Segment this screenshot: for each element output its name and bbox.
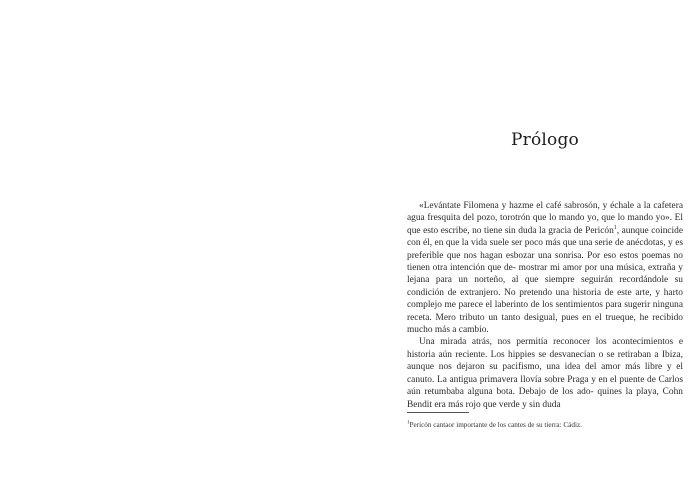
paragraph-1-text-after-note: , aunque coincide con él, en que la vida suele ser poco más que una serie de anécdotas, y es preferible que nos hagan esbozar una sonrisa. Por eso estos poemas no tienen otra intención que de- mostrar mi amor por una música, extraña y lejana para un norteño, al que siempre seguirán recordándole su condición de extranjero. No pretendo una historia de este arte, y harto complejo me parece el laberinto de los sentimientos para sugerir ninguna receta. Mero tributo un tanto desigual, pues en el trueque, he recibido mucho más a cambio. (407, 225, 684, 336)
paragraph-1-text-before-note: «Levántate Filomena y hazme el café sabrosón, y échale a la cafetera agua fresquita del pozo, torotrón que lo mando yo, que lo mando yo». El que esto escribe, no tiene sin duda la gracia de Pericón (407, 201, 683, 236)
body-text (407, 200, 683, 411)
footnote-text: Pericón cantaor importante de los cantes de su tierra: Cádiz. (409, 421, 582, 429)
footnote-mark: 1 (407, 420, 410, 426)
footnote-reference[interactable]: 1 (613, 224, 617, 231)
paragraph-1 (407, 200, 683, 336)
chapter-title: Prólogo (511, 130, 579, 150)
footnote-divider (407, 412, 469, 413)
paragraph-2: Una mirada atrás, nos permitía reconocer los acontecimientos e historia aún reciente. Los hippies se desvanecían o se retiraban a Ibiza, aunque nos dejaron su pacifismo, una idea del amor más libre y el canuto. La antigua primavera llovía sobre Praga y en el puente de Carlos aún retumbaba alguna bota. Debajo de los ado- quines la playa, Cohn Bendit era más rojo que verde y sin duda (407, 337, 683, 410)
footnote (407, 420, 683, 430)
